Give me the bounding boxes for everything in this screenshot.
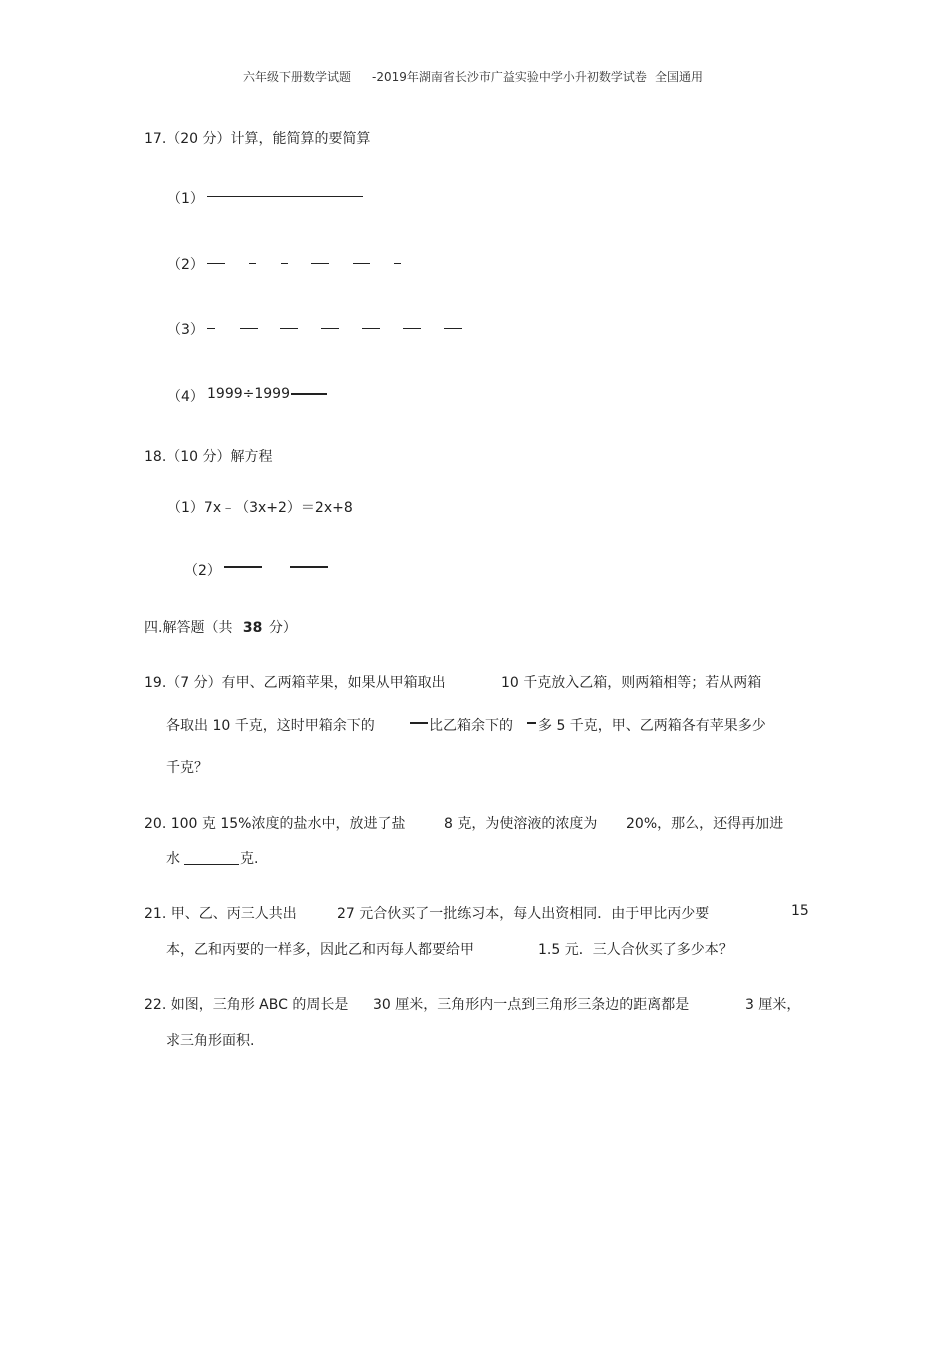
- q17-item3-bar: [403, 328, 421, 329]
- q19-line2-part3: 多 5 千克，甲、乙两箱各有苹果多少: [538, 718, 766, 734]
- section-heading-suffix: 分）: [268, 620, 297, 636]
- q19-line3: 千克？: [166, 760, 208, 776]
- q17-item2-bar: [281, 263, 288, 264]
- q17-item4-expr: 1999÷1999: [207, 386, 290, 402]
- q17-title: 17.（20 分）计算，能简算的要简算: [144, 131, 371, 147]
- q21-line1-part2: 27 元合伙买了一批练习本，每人出资相同．由于甲比丙少要: [337, 906, 710, 922]
- q18-title: 18.（10 分）解方程: [144, 449, 273, 465]
- q17-item3-bar: [321, 328, 339, 329]
- section-heading-score: 38: [242, 620, 263, 636]
- section-heading: [144, 617, 297, 637]
- q17-item4-fraction-bar: [291, 393, 327, 395]
- header-subtitle: -2019年湖南省长沙市广益实验中学小升初数学试卷: [372, 70, 647, 84]
- q20-line2-part2: 克.: [240, 851, 259, 867]
- q17-item3-bar: [280, 328, 298, 329]
- section-heading-prefix: 四.解答题（共: [144, 620, 233, 636]
- q17-item4-label: （4）: [167, 389, 204, 405]
- q22-line1-part2: 30 厘米，三角形内一点到三角形三条边的距离都是: [373, 997, 690, 1013]
- q21-line2-part1: 本，乙和丙要的一样多，因此乙和丙每人都要给甲: [166, 942, 474, 958]
- q17-item3-bar: [240, 328, 258, 329]
- q20-line1-part1: 20. 100 克 15%浓度的盐水中，放进了盐: [144, 816, 406, 832]
- q19-fraction-bar: [527, 722, 536, 724]
- q17-item3-bar: [207, 328, 215, 329]
- header-tag: 全国通用: [655, 70, 704, 84]
- q18-item2-fraction-bar: [224, 566, 262, 568]
- q19-line1-part2: 10 千克放入乙箱，则两箱相等；若从两箱: [501, 675, 762, 691]
- q19-line2-part2: 比乙箱余下的: [429, 718, 513, 734]
- q21-line1-part1: 21. 甲、乙、丙三人共出: [144, 906, 297, 922]
- q18-item2-label: （2）: [184, 563, 221, 579]
- q17-item1-fraction-bar: [207, 196, 363, 197]
- q18-item1: （1）7x﹣（3x+2）＝2x+8: [167, 500, 353, 516]
- q17-item1-label: （1）: [167, 191, 204, 207]
- q21-line1-part3: 15: [791, 903, 809, 919]
- q17-item2-bar: [353, 263, 370, 264]
- q17-item2-label: （2）: [167, 257, 204, 273]
- q22-line1-part3: 3 厘米，: [745, 997, 801, 1013]
- q17-item2-bar: [394, 263, 401, 264]
- q17-item3-label: （3）: [167, 322, 204, 338]
- q17-item3-bar: [444, 328, 462, 329]
- q20-line1-part2: 8 克，为使溶液的浓度为: [444, 816, 598, 832]
- q17-item3-bar: [362, 328, 380, 329]
- q18-item2-fraction-bar: [290, 566, 328, 568]
- q21-line2-part2: 1.5 元．三人合伙买了多少本？: [538, 942, 733, 958]
- q19-fraction-bar: [410, 722, 428, 724]
- q19-line1-part1: 19.（7 分）有甲、乙两箱苹果，如果从甲箱取出: [144, 675, 446, 691]
- q17-item2-bar: [311, 263, 329, 264]
- q22-line1-part1: 22. 如图，三角形 ABC 的周长是: [144, 997, 349, 1013]
- q20-answer-blank[interactable]: [184, 864, 239, 865]
- q20-line2-part1: 水: [166, 851, 180, 867]
- header-title: 六年级下册数学试题: [243, 70, 352, 84]
- q22-line2: 求三角形面积.: [166, 1033, 255, 1049]
- q20-line1-part3: 20%，那么，还得再加进: [626, 816, 784, 832]
- q17-item2-bar: [249, 263, 256, 264]
- q17-item2-bar: [207, 263, 225, 264]
- q19-line2-part1: 各取出 10 千克，这时甲箱余下的: [166, 718, 375, 734]
